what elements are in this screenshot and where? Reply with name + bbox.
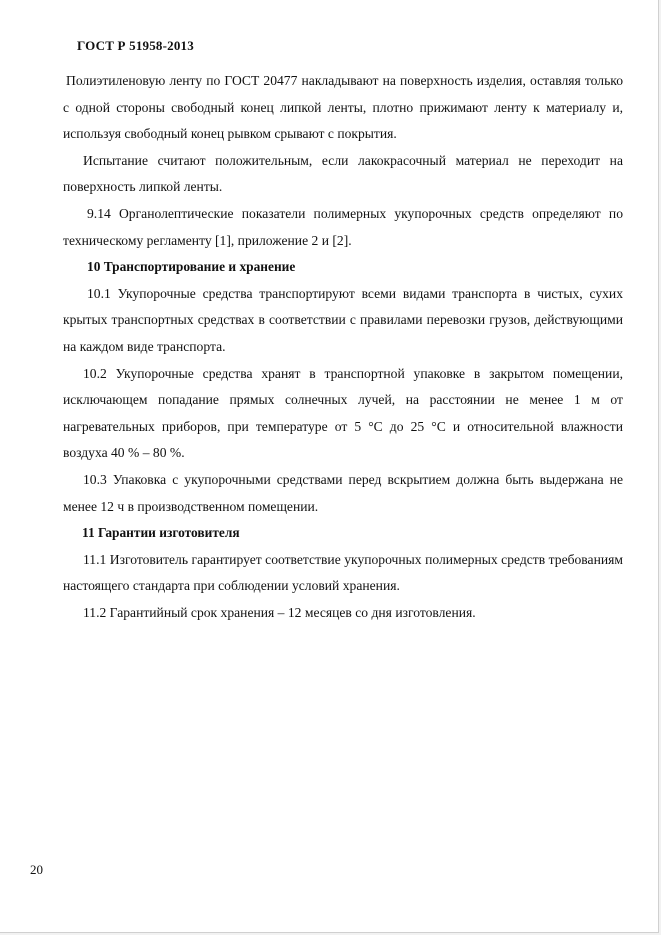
- paragraph-10-1: 10.1 Укупорочные средства транспортируют всеми видами транспорта в чистых, сухих крытых транспортных средствах в соответствии с правилами перевозки грузов, действующими на каждом виде транспорта.: [63, 285, 623, 354]
- section-heading-11: 11 Гарантии изготовителя: [82, 525, 240, 541]
- paragraph-11-2: 11.2 Гарантийный срок хранения – 12 месяцев со дня изготовления.: [83, 604, 476, 620]
- paragraph-10-2: 10.2 Укупорочные средства хранят в транспортной упаковке в закрытом помещении, исключающем попадание прямых солнечных лучей, на расстоянии не менее 1 м от нагревательных приборов, при температуре от 5 °С до 25 °С и относительной влажности воздуха 40 % – 80 %.: [63, 365, 623, 461]
- paragraph-10-3: 10.3 Упаковка с укупорочными средствами перед вскрытием должна быть выдержана не менее 12 ч в производственном помещении.: [63, 471, 623, 514]
- document-body: [63, 68, 623, 626]
- paragraph-test-result: Испытание считают положительным, если лакокрасочный материал не переходит на поверхность липкой ленты.: [63, 152, 623, 195]
- document-code-header: ГОСТ Р 51958-2013: [77, 38, 194, 53]
- paragraph-9-14: 9.14 Органолептические показатели полимерных укупорочных средств определяют по техническому регламенту [1], приложение 2 и [2].: [63, 205, 623, 248]
- page-number: 20: [30, 862, 43, 877]
- paragraph-11-1: 11.1 Изготовитель гарантирует соответствие укупорочных полимерных средств требованиям настоящего стандарта при соблюдении условий хранения.: [63, 551, 623, 594]
- paragraph-adhesive-tape-procedure: Полиэтиленовую ленту по ГОСТ 20477 накладывают на поверхность изделия, оставляя только с одной стороны свободный конец липкой ленты, плотно прижимают ленту к материалу и, используя свободный конец рывком срывают с покрытия.: [63, 73, 623, 142]
- section-heading-10: 10 Транспортирование и хранение: [87, 259, 296, 275]
